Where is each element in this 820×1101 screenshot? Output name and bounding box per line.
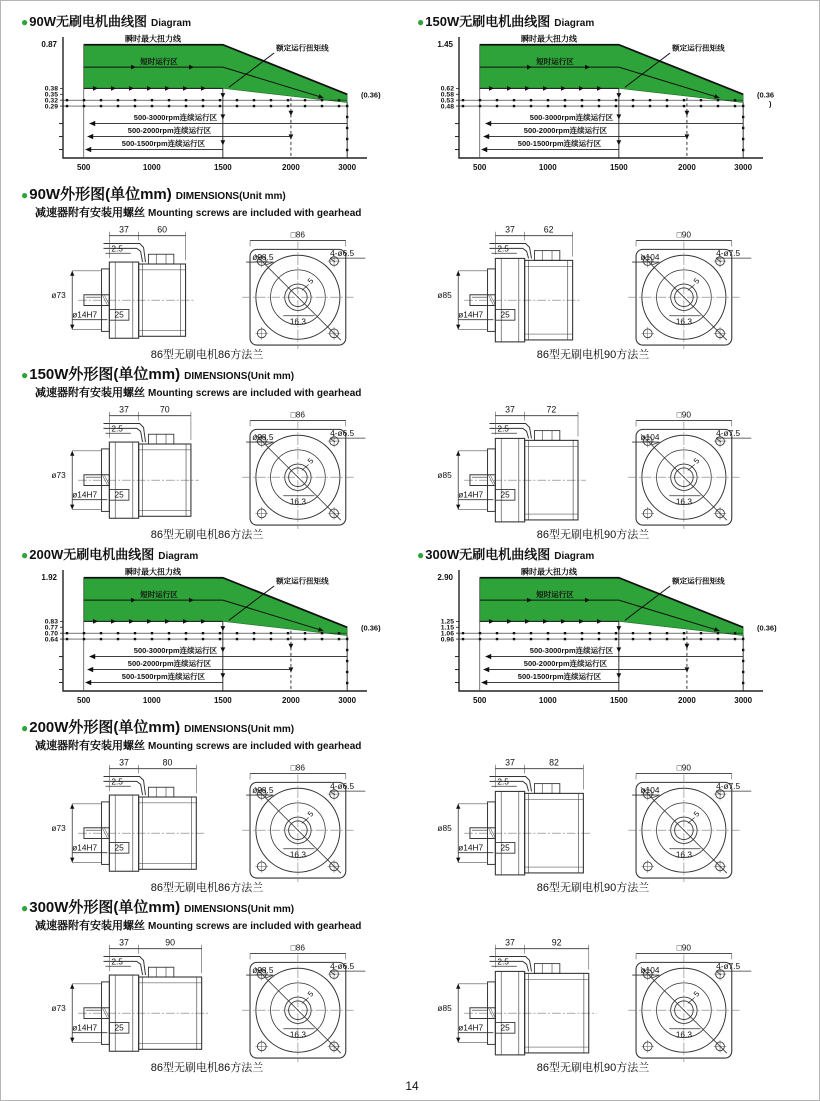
section-title-en: DIMENSIONS(Unit mm) — [184, 371, 295, 382]
note-en: Mounting screws are included with gearhead — [148, 388, 362, 399]
operating-region — [84, 578, 347, 636]
x-axis-label: 1500 — [609, 163, 628, 172]
drawing-200w-86flange — [27, 755, 387, 895]
drawing-caption: 86型无刷电机90方法兰 — [536, 349, 650, 361]
y-axis-label: 1.25 — [440, 618, 454, 626]
flange-square-dim: □86 — [290, 942, 306, 953]
chart-title-en: Diagram — [158, 551, 199, 562]
chart-row-bottom — [21, 546, 803, 715]
mount-holes-dim: 4-ø6.5 — [330, 248, 355, 259]
zone-label: 500-1500rpm连续运行区 — [121, 672, 206, 682]
mount-holes-dim: 4-ø7.5 — [716, 781, 741, 792]
drawing-row — [27, 402, 803, 542]
bullet-icon: ● — [21, 15, 29, 29]
offset-dim: 2.5 — [111, 243, 123, 254]
drawing-caption: 86型无刷电机90方法兰 — [536, 1062, 650, 1074]
rated-line-label: 额定运行扭矩线 — [276, 576, 329, 586]
body-diameter-dim: ø85 — [437, 1003, 452, 1014]
motor-length-dim: 72 — [546, 404, 557, 415]
flange-square-dim: □90 — [676, 762, 692, 773]
dimension-drawing — [41, 935, 377, 1062]
mount-holes-dim: 4-ø7.5 — [716, 248, 741, 259]
y-axis-peak-label: 2.90 — [437, 573, 453, 583]
pilot-circle-dim: ø104 — [640, 432, 660, 443]
drawing-caption: 86型无刷电机86方法兰 — [150, 349, 264, 361]
section-300w-dimensions — [21, 898, 803, 1075]
section-title — [21, 718, 803, 739]
x-axis-label: 500 — [77, 696, 91, 705]
zone-label: 500-3000rpm连续运行区 — [529, 646, 614, 656]
pilot-circle-dim: ø104 — [640, 965, 660, 976]
shaft-length-dim: 25 — [114, 842, 124, 853]
x-axis-label: 500 — [77, 163, 91, 172]
body-diameter-dim: ø85 — [437, 823, 452, 834]
shaft-diameter-dim: ø14H7 — [458, 842, 484, 853]
operating-region — [480, 45, 743, 103]
chart-150w — [417, 13, 803, 182]
keyway-width-dim: 5 — [305, 989, 316, 999]
motor-length-dim: 82 — [549, 757, 559, 768]
y-axis-label: 0.64 — [44, 636, 58, 644]
pilot-circle-dim: ø98.5 — [252, 252, 274, 263]
mount-holes-dim: 4-ø6.5 — [330, 781, 355, 792]
drawing-200w-90flange — [413, 755, 773, 895]
drawing-90w-86flange — [27, 222, 387, 362]
rated-line-label: 额定运行扭矩线 — [672, 43, 725, 53]
drawing-caption: 86型无刷电机90方法兰 — [536, 882, 650, 894]
keyway-width-dim: 5 — [305, 809, 316, 819]
end-torque-annotation: (0.36) — [361, 90, 381, 100]
drawing-caption: 86型无刷电机86方法兰 — [150, 529, 264, 541]
keyway-depth-dim: 16.3 — [675, 316, 692, 327]
zone-label: 500-2000rpm连续运行区 — [523, 126, 608, 136]
shaft-diameter-dim: ø14H7 — [458, 309, 484, 320]
dimension-drawing — [427, 402, 763, 529]
operating-region — [480, 578, 743, 636]
section-title-en: DIMENSIONS(Unit mm) — [175, 191, 286, 202]
drawing-row — [27, 755, 803, 895]
dimension-drawing — [41, 402, 377, 529]
chart-200w — [21, 546, 407, 715]
chart-title-zh: 300W无刷电机曲线图 — [425, 547, 551, 562]
x-axis-label: 500 — [473, 163, 487, 172]
x-axis-label: 1000 — [142, 696, 161, 705]
drawing-150w-90flange — [413, 402, 773, 542]
y-axis-peak-label: 1.92 — [41, 573, 57, 583]
mount-holes-dim: 4-ø7.5 — [716, 428, 741, 439]
operating-region — [84, 45, 347, 103]
shaft-diameter-dim: ø14H7 — [458, 1022, 484, 1033]
y-axis-label: 0.29 — [44, 103, 58, 111]
shaft-length-dim: 25 — [500, 842, 510, 853]
offset-dim: 2.5 — [111, 423, 123, 434]
max-torque-line-label: 瞬时最大扭力线 — [521, 34, 577, 44]
mount-holes-dim: 4-ø7.5 — [716, 961, 741, 972]
chart-title-en: Diagram — [554, 551, 595, 562]
y-axis-label: 1.06 — [440, 630, 454, 638]
gearhead-length-dim: 37 — [505, 224, 515, 235]
end-torque-annotation: (0.36 — [757, 90, 775, 100]
section-title — [21, 365, 803, 386]
drawing-150w-86flange — [27, 402, 387, 542]
chart-title — [417, 13, 803, 32]
x-axis-label: 1000 — [142, 163, 161, 172]
max-torque-line-label: 瞬时最大扭力线 — [125, 34, 181, 44]
y-axis-label: 0.70 — [44, 630, 58, 638]
flange-square-dim: □86 — [290, 762, 306, 773]
zone-label: 500-1500rpm连续运行区 — [517, 139, 602, 149]
mounting-note — [35, 386, 803, 401]
bullet-icon: ● — [21, 548, 29, 562]
keyway-width-dim: 5 — [305, 456, 316, 466]
chart-title — [21, 13, 407, 32]
offset-dim: 2.5 — [497, 423, 509, 434]
dimension-drawing — [427, 222, 763, 349]
drawing-90w-90flange — [413, 222, 773, 362]
short-zone-label: 短时运行区 — [536, 590, 574, 600]
body-diameter-dim: ø85 — [437, 290, 452, 301]
y-axis-label: 0.96 — [440, 636, 454, 644]
section-title-en: DIMENSIONS(Unit mm) — [184, 904, 295, 915]
x-axis-label: 3000 — [734, 163, 753, 172]
x-axis-label: 2000 — [282, 163, 300, 172]
keyway-width-dim: 5 — [691, 456, 702, 466]
offset-dim: 2.5 — [497, 776, 509, 787]
note-zh: 减速器附有安装用螺丝 — [35, 207, 145, 219]
y-axis-label: 0.62 — [440, 85, 454, 93]
short-zone-label: 短时运行区 — [140, 57, 178, 67]
shaft-diameter-dim: ø14H7 — [72, 309, 98, 320]
drawing-300w-86flange — [27, 935, 387, 1075]
body-diameter-dim: ø73 — [51, 290, 66, 301]
shaft-diameter-dim: ø14H7 — [458, 489, 484, 500]
dimension-drawing — [41, 755, 377, 882]
keyway-depth-dim: 16.3 — [289, 1029, 306, 1040]
shaft-length-dim: 25 — [114, 309, 124, 320]
offset-dim: 2.5 — [111, 956, 123, 967]
dimension-drawing — [427, 935, 763, 1062]
mounting-note — [35, 919, 803, 934]
shaft-length-dim: 25 — [500, 309, 510, 320]
bullet-icon: ● — [21, 901, 29, 915]
mount-holes-dim: 4-ø6.5 — [330, 428, 355, 439]
pilot-circle-dim: ø98.5 — [252, 965, 274, 976]
shaft-diameter-dim: ø14H7 — [72, 1022, 98, 1033]
x-axis-label: 2000 — [282, 696, 300, 705]
flange-square-dim: □90 — [676, 409, 692, 420]
rated-line-label: 额定运行扭矩线 — [672, 576, 725, 586]
bullet-icon: ● — [21, 188, 29, 202]
end-torque-annotation: ) — [769, 99, 772, 109]
chart-row-top — [21, 13, 803, 182]
short-zone-label: 短时运行区 — [536, 57, 574, 67]
zone-label: 500-1500rpm连续运行区 — [517, 672, 602, 682]
motor-length-dim: 60 — [157, 224, 167, 235]
y-axis-label: 0.35 — [44, 91, 58, 99]
chart-title-en: Diagram — [554, 18, 595, 29]
x-axis-label: 3000 — [338, 696, 357, 705]
gearhead-length-dim: 37 — [119, 937, 129, 948]
gearhead-length-dim: 37 — [505, 404, 515, 415]
note-en: Mounting screws are included with gearhead — [148, 921, 362, 932]
zone-label: 500-3000rpm连续运行区 — [133, 113, 218, 123]
x-axis-label: 1000 — [538, 163, 557, 172]
drawing-caption: 86型无刷电机86方法兰 — [150, 882, 264, 894]
shaft-length-dim: 25 — [114, 1022, 124, 1033]
chart-title-zh: 90W无刷电机曲线图 — [29, 14, 147, 29]
bullet-icon: ● — [417, 15, 425, 29]
x-axis-label: 1500 — [609, 696, 628, 705]
y-axis-label: 0.48 — [440, 103, 454, 111]
offset-dim: 2.5 — [497, 956, 509, 967]
keyway-width-dim: 5 — [691, 276, 702, 286]
max-torque-line-label: 瞬时最大扭力线 — [125, 567, 181, 577]
keyway-depth-dim: 16.3 — [675, 849, 692, 860]
page-number: 14 — [405, 1079, 419, 1093]
y-axis-peak-label: 0.87 — [41, 40, 57, 50]
flange-square-dim: □86 — [290, 229, 306, 240]
note-en: Mounting screws are included with gearhead — [148, 208, 362, 219]
motor-length-dim: 70 — [159, 404, 170, 415]
body-diameter-dim: ø73 — [51, 470, 66, 481]
motor-length-dim: 80 — [162, 757, 173, 768]
gearhead-length-dim: 37 — [119, 224, 129, 235]
section-title-en: DIMENSIONS(Unit mm) — [184, 724, 295, 735]
motor-length-dim: 62 — [543, 224, 554, 235]
body-diameter-dim: ø73 — [51, 823, 66, 834]
section-title-zh: 150W外形图(单位mm) — [29, 366, 181, 383]
rated-line-label: 额定运行扭矩线 — [276, 43, 329, 53]
shaft-length-dim: 25 — [500, 489, 510, 500]
shaft-length-dim: 25 — [114, 489, 124, 500]
section-title — [21, 185, 803, 206]
drawing-300w-90flange — [413, 935, 773, 1075]
section-title-zh: 90W外形图(单位mm) — [29, 186, 172, 203]
bullet-icon: ● — [417, 548, 425, 562]
dimension-drawing — [427, 755, 763, 882]
y-axis-label: 0.83 — [44, 618, 58, 626]
section-90w-dimensions — [21, 185, 803, 362]
body-diameter-dim: ø73 — [51, 1003, 66, 1014]
keyway-depth-dim: 16.3 — [675, 1029, 692, 1040]
end-torque-annotation: (0.36) — [757, 623, 777, 633]
flange-square-dim: □90 — [676, 942, 692, 953]
section-title-zh: 200W外形图(单位mm) — [29, 719, 181, 736]
section-200w-dimensions — [21, 718, 803, 895]
keyway-depth-dim: 16.3 — [289, 849, 306, 860]
zone-label: 500-2000rpm连续运行区 — [127, 126, 212, 136]
keyway-depth-dim: 16.3 — [675, 496, 692, 507]
zone-label: 500-1500rpm连续运行区 — [121, 139, 206, 149]
offset-dim: 2.5 — [111, 776, 123, 787]
shaft-diameter-dim: ø14H7 — [72, 489, 98, 500]
section-150w-dimensions — [21, 365, 803, 542]
y-axis-label: 0.77 — [44, 624, 58, 632]
x-axis-label: 2000 — [678, 696, 696, 705]
x-axis-label: 3000 — [338, 163, 357, 172]
offset-dim: 2.5 — [497, 243, 509, 254]
shaft-length-dim: 25 — [500, 1022, 510, 1033]
bullet-icon: ● — [21, 721, 29, 735]
section-title-zh: 300W外形图(单位mm) — [29, 899, 181, 916]
keyway-width-dim: 5 — [305, 276, 316, 286]
note-en: Mounting screws are included with gearhead — [148, 741, 362, 752]
mounting-note — [35, 739, 803, 754]
pilot-circle-dim: ø98.5 — [252, 432, 274, 443]
bullet-icon: ● — [21, 368, 29, 382]
note-zh: 减速器附有安装用螺丝 — [35, 387, 145, 399]
torque-chart-90w — [21, 32, 393, 182]
note-zh: 减速器附有安装用螺丝 — [35, 920, 145, 932]
chart-title — [21, 546, 407, 565]
motor-length-dim: 92 — [551, 937, 562, 948]
torque-chart-200w — [21, 565, 393, 715]
pilot-circle-dim: ø104 — [640, 785, 660, 796]
section-title — [21, 898, 803, 919]
gearhead-length-dim: 37 — [119, 404, 129, 415]
note-zh: 减速器附有安装用螺丝 — [35, 740, 145, 752]
keyway-depth-dim: 16.3 — [289, 316, 306, 327]
x-axis-label: 500 — [473, 696, 487, 705]
y-axis-label: 0.53 — [440, 97, 454, 105]
torque-chart-150w — [417, 32, 789, 182]
chart-title-zh: 200W无刷电机曲线图 — [29, 547, 155, 562]
max-torque-line-label: 瞬时最大扭力线 — [521, 567, 577, 577]
y-axis-label: 0.58 — [440, 91, 454, 99]
keyway-width-dim: 5 — [691, 809, 702, 819]
mounting-note — [35, 206, 803, 221]
chart-title-zh: 150W无刷电机曲线图 — [425, 14, 551, 29]
pilot-circle-dim: ø104 — [640, 252, 660, 263]
x-axis-label: 3000 — [734, 696, 753, 705]
shaft-diameter-dim: ø14H7 — [72, 842, 98, 853]
drawing-row — [27, 935, 803, 1075]
gearhead-length-dim: 37 — [505, 937, 515, 948]
drawing-caption: 86型无刷电机90方法兰 — [536, 529, 650, 541]
pilot-circle-dim: ø98.5 — [252, 785, 274, 796]
keyway-depth-dim: 16.3 — [289, 496, 306, 507]
chart-90w — [21, 13, 407, 182]
mount-holes-dim: 4-ø6.5 — [330, 961, 355, 972]
drawing-caption: 86型无刷电机86方法兰 — [150, 1062, 264, 1074]
dimension-drawing — [41, 222, 377, 349]
y-axis-label: 0.38 — [44, 85, 58, 93]
x-axis-label: 1000 — [538, 696, 557, 705]
flange-square-dim: □86 — [290, 409, 306, 420]
y-axis-peak-label: 1.45 — [437, 40, 453, 50]
flange-square-dim: □90 — [676, 229, 692, 240]
gearhead-length-dim: 37 — [119, 757, 129, 768]
x-axis-label: 2000 — [678, 163, 696, 172]
end-torque-annotation: (0.36) — [361, 623, 381, 633]
keyway-width-dim: 5 — [691, 989, 702, 999]
zone-label: 500-2000rpm连续运行区 — [523, 659, 608, 669]
chart-300w — [417, 546, 803, 715]
short-zone-label: 短时运行区 — [140, 590, 178, 600]
zone-label: 500-3000rpm连续运行区 — [529, 113, 614, 123]
zone-label: 500-3000rpm连续运行区 — [133, 646, 218, 656]
y-axis-label: 1.15 — [440, 624, 454, 632]
torque-chart-300w — [417, 565, 789, 715]
y-axis-label: 0.32 — [44, 97, 58, 105]
x-axis-label: 1500 — [213, 163, 232, 172]
x-axis-label: 1500 — [213, 696, 232, 705]
motor-length-dim: 90 — [165, 937, 176, 948]
zone-label: 500-2000rpm连续运行区 — [127, 659, 212, 669]
gearhead-length-dim: 37 — [505, 757, 515, 768]
chart-title-en: Diagram — [150, 18, 191, 29]
chart-title — [417, 546, 803, 565]
body-diameter-dim: ø85 — [437, 470, 452, 481]
drawing-row — [27, 222, 803, 362]
